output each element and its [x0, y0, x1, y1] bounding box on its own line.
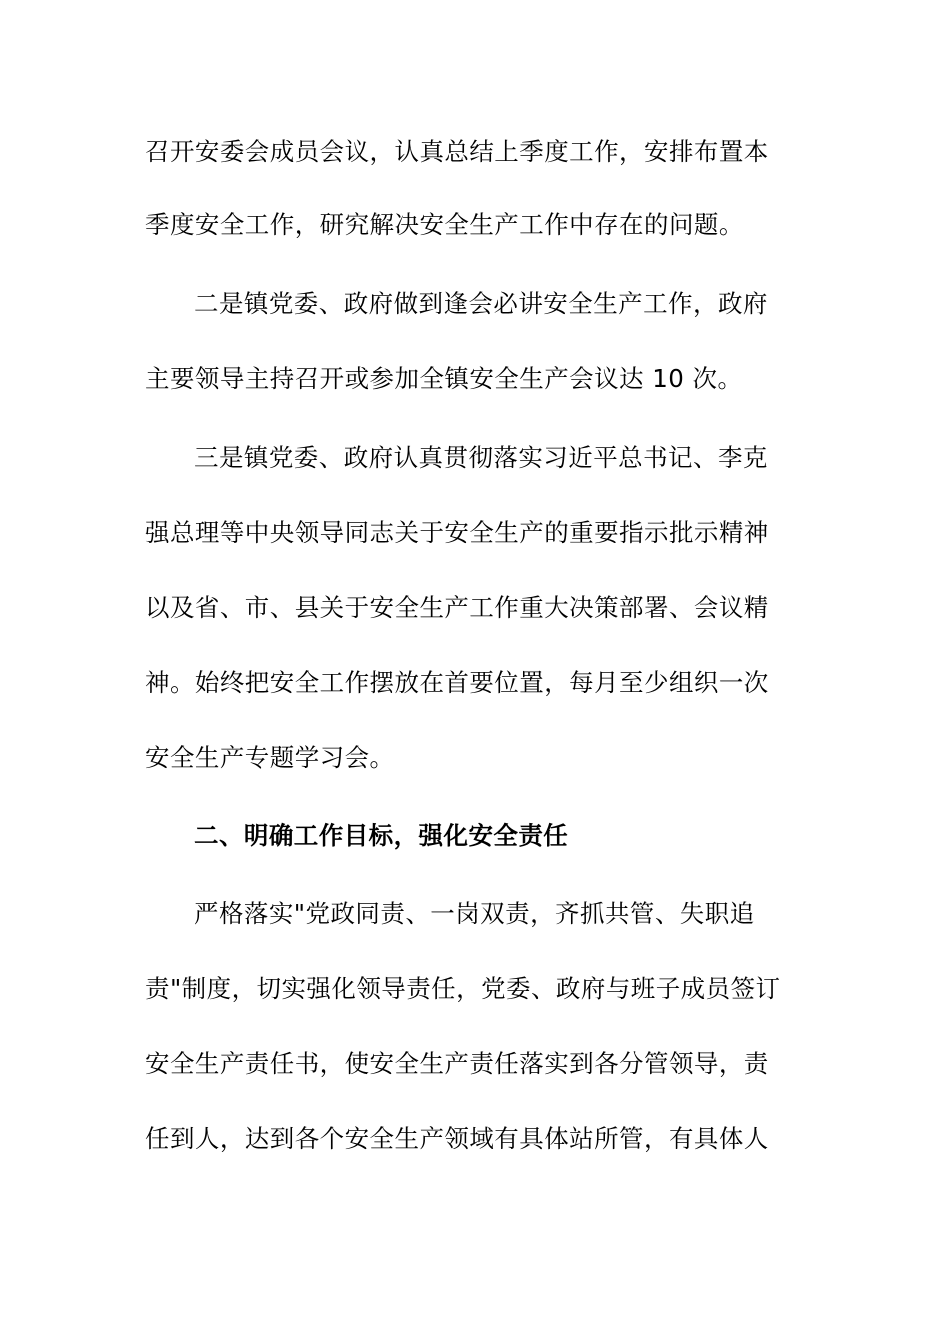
paragraph-line: 二是镇党委、政府做到逢会必讲安全生产工作，政府	[194, 289, 768, 318]
section-heading: 二、明确工作目标，强化安全责任	[194, 821, 569, 850]
paragraph-line: 三是镇党委、政府认真贯彻落实习近平总书记、李克	[194, 443, 768, 472]
paragraph-line: 强总理等中央领导同志关于安全生产的重要指示批示精神	[145, 518, 769, 547]
paragraph-line: 责"制度，切实强化领导责任，党委、政府与班子成员签订	[145, 974, 781, 1003]
paragraph-line: 以及省、市、县关于安全生产工作重大决策部署、会议精	[145, 593, 769, 622]
paragraph-line: 安全生产责任书，使安全生产责任落实到各分管领导，责	[145, 1049, 769, 1078]
paragraph-line: 召开安委会成员会议，认真总结上季度工作，安排布置本	[145, 137, 769, 166]
paragraph-line: 安全生产专题学习会。	[145, 743, 395, 772]
paragraph-line: 严格落实"党政同责、一岗双责，齐抓共管、失职追	[194, 899, 755, 928]
paragraph-line: 任到人，达到各个安全生产领域有具体站所管，有具体人	[145, 1124, 769, 1153]
paragraph-line: 季度安全工作，研究解决安全生产工作中存在的问题。	[145, 210, 744, 239]
paragraph-line: 主要领导主持召开或参加全镇安全生产会议达 10 次。	[145, 364, 743, 393]
paragraph-line: 神。始终把安全工作摆放在首要位置，每月至少组织一次	[145, 668, 769, 697]
